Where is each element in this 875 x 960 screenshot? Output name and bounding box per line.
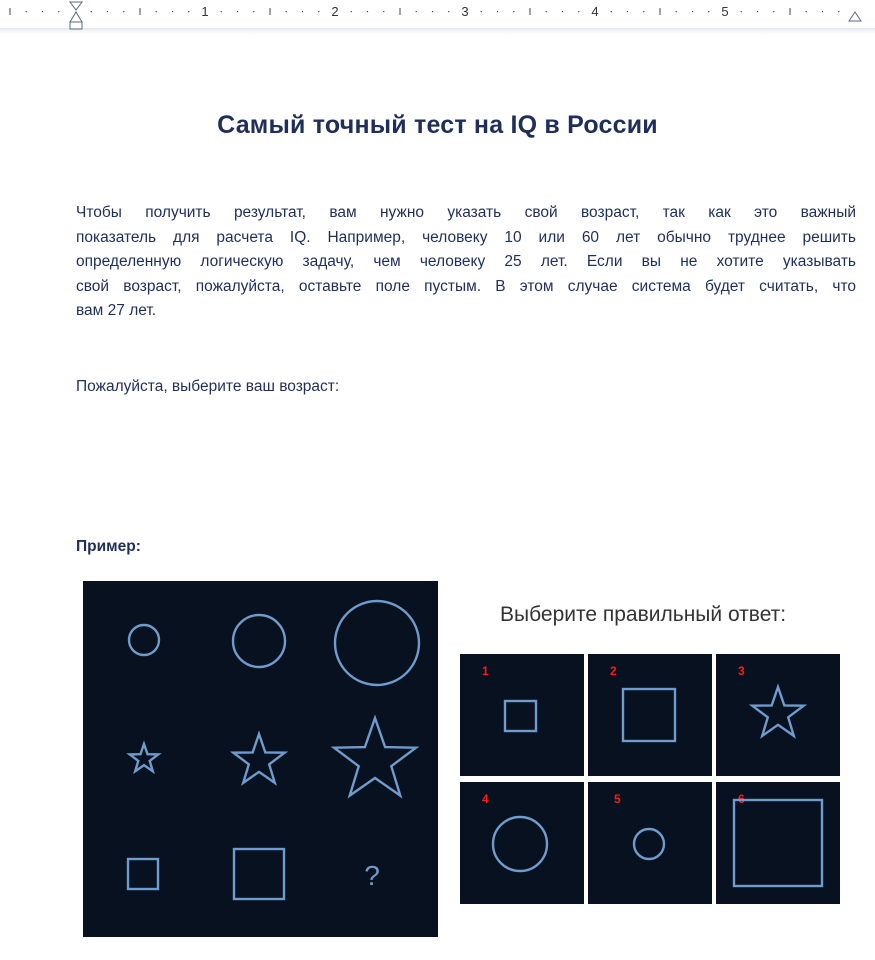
intro-line: определенную логическую задачу, чем человеку 25 лет. Если вы не хотите указывать: [76, 253, 856, 270]
puzzle-star-large-icon: [334, 718, 416, 796]
ruler-tick-dot: [58, 11, 59, 12]
right-indent-marker[interactable]: [849, 12, 861, 21]
puzzle-square-medium-icon: [234, 849, 284, 899]
ruler-tick-dot: [578, 11, 579, 12]
ruler-tick-dot: [188, 11, 189, 12]
ruler-number-3: 3: [461, 4, 469, 19]
ruler-tick-dot: [676, 11, 677, 12]
ruler-tick-dot: [91, 11, 92, 12]
answer-option-2[interactable]: [588, 654, 712, 776]
option-number: 2: [610, 664, 617, 678]
puzzle-star-medium-icon: [233, 734, 284, 783]
ruler-tick-dot: [562, 11, 563, 12]
ruler-tick-dot: [416, 11, 417, 12]
answer-option-5[interactable]: [588, 782, 712, 904]
intro-line: вам 27 лет.: [76, 302, 157, 319]
intro-line: свой возраст, пожалуйста, оставьте поле пустым. В этом случае система будет считать, что: [76, 277, 856, 295]
answer-option-4[interactable]: [460, 782, 584, 904]
ruler-tick-dot: [481, 11, 482, 12]
puzzle-missing-mark: ?: [364, 860, 380, 891]
ruler-tick-dot: [26, 11, 27, 12]
puzzle-star-small-icon: [130, 744, 159, 771]
ruler-tick-dot: [546, 11, 547, 12]
option-number: 6: [738, 792, 745, 806]
star-medium-icon: [752, 687, 803, 736]
answer-option-1[interactable]: [460, 654, 584, 776]
ruler-tick-dot: [42, 11, 43, 12]
square-large-icon: [734, 800, 822, 886]
ruler-tick-dot: [253, 11, 254, 12]
answer-option-3[interactable]: [716, 654, 840, 776]
ruler-tick-dot: [286, 11, 287, 12]
option-number: 3: [738, 664, 745, 678]
horizontal-ruler[interactable]: [0, 0, 875, 34]
square-medium-icon: [623, 689, 675, 741]
ruler-tick-dot: [351, 11, 352, 12]
option-number: 4: [482, 792, 489, 806]
ruler-tick-dot: [627, 11, 628, 12]
puzzle-circle-medium-icon: [233, 615, 285, 667]
circle-medium-icon: [493, 817, 547, 871]
intro-line: показатель для расчета IQ. Например, человеку 10 или 60 лет обычно труднее решить: [76, 228, 856, 246]
puzzle-square-small-icon: [128, 859, 158, 889]
ruler-tick-dot: [692, 11, 693, 12]
ruler-tick-dot: [497, 11, 498, 12]
ruler-number-5: 5: [721, 4, 729, 19]
option-number: 1: [482, 664, 489, 678]
ruler-number-4: 4: [591, 4, 599, 19]
first-line-indent-marker[interactable]: [70, 2, 82, 29]
ruler-tick-dot: [107, 11, 108, 12]
ruler-tick-dot: [513, 11, 514, 12]
ruler-tick-dot: [302, 11, 303, 12]
ruler-tick-dot: [643, 11, 644, 12]
ruler-tick-dot: [773, 11, 774, 12]
ruler-number-2: 2: [331, 4, 339, 19]
ruler-tick-dot: [221, 11, 222, 12]
page-title: Самый точный тест на IQ в России: [217, 111, 658, 139]
ruler-tick-dot: [383, 11, 384, 12]
ruler-tick-dot: [172, 11, 173, 12]
option-number: 5: [614, 792, 621, 806]
circle-small-icon: [634, 829, 664, 859]
ruler-tick-dot: [123, 11, 124, 12]
ruler-tick-dot: [822, 11, 823, 12]
example-label: Пример:: [76, 538, 141, 555]
square-small-icon: [505, 701, 536, 731]
ruler-tick-dot: [367, 11, 368, 12]
answer-option-6[interactable]: [716, 782, 840, 904]
ruler-number-1: 1: [201, 4, 209, 19]
puzzle-image: [83, 581, 438, 937]
ruler-tick-dot: [432, 11, 433, 12]
ruler-tick-dot: [156, 11, 157, 12]
ruler-tick-dot: [741, 11, 742, 12]
answers-title: Выберите правильный ответ:: [500, 603, 787, 626]
puzzle-circle-small-icon: [129, 625, 159, 655]
ruler-tick-dot: [237, 11, 238, 12]
ruler-tick-dot: [757, 11, 758, 12]
ruler-tick-dot: [318, 11, 319, 12]
ruler-tick-dot: [838, 11, 839, 12]
ruler-tick-dot: [611, 11, 612, 12]
ruler-tick-dot: [448, 11, 449, 12]
ruler-ticks: [0, 0, 875, 34]
puzzle-circle-large-icon: [335, 601, 419, 685]
ruler-tick-dot: [708, 11, 709, 12]
ruler-tick-dot: [806, 11, 807, 12]
age-prompt: Пожалуйста, выберите ваш возраст:: [76, 378, 340, 395]
intro-line: Чтобы получить результат, вам нужно указать свой возраст, так как это важный: [76, 204, 856, 221]
intro-paragraph: [76, 201, 856, 324]
